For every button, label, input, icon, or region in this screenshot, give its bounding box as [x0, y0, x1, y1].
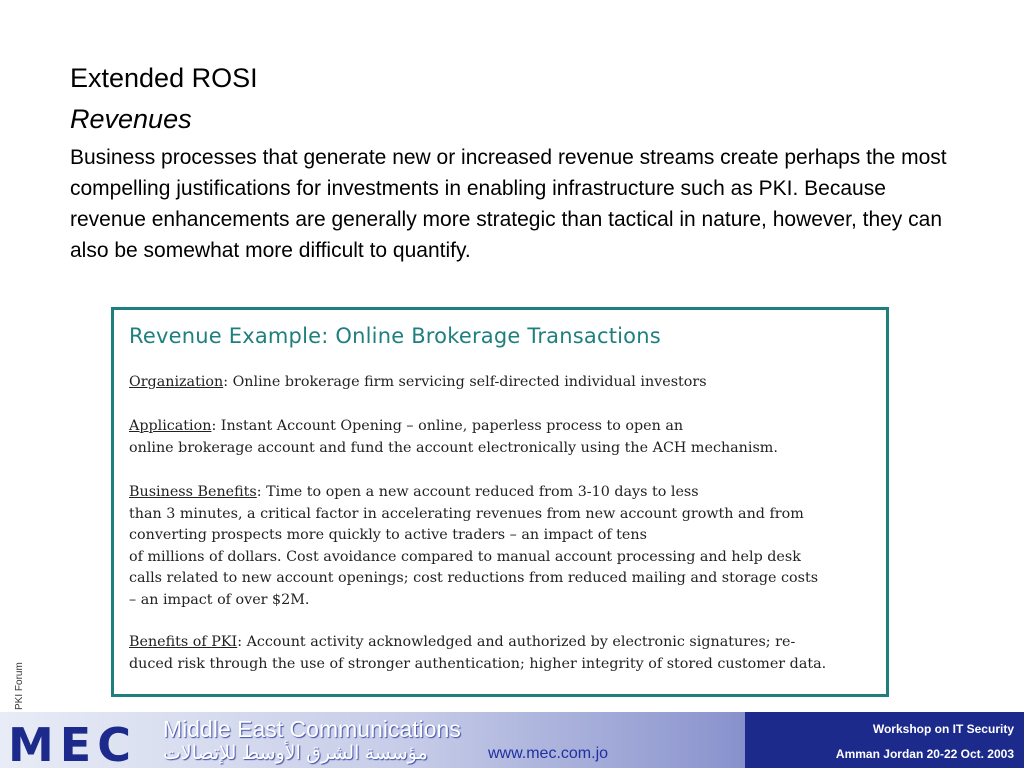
- business-benefits-text-line: calls related to new account openings; cost reductions from reduced mailing and storage costs: [129, 570, 819, 586]
- business-benefits-text-line: than 3 minutes, a critical factor in accelerating revenues from new account growth and from: [129, 505, 804, 522]
- organization-label: Organization: [129, 374, 224, 390]
- mec-logo: MEC: [8, 718, 137, 768]
- footer: [0, 712, 1024, 768]
- application-label: Application: [129, 418, 212, 434]
- business-benefits-section: [129, 482, 877, 611]
- benefits-of-pki-label: Benefits of PKI: [129, 634, 238, 650]
- side-label: PKI Forum: [14, 662, 25, 710]
- slide-subtitle: Revenues: [70, 104, 192, 134]
- slide-title: Extended ROSI: [70, 63, 258, 93]
- business-benefits-text-line: – an impact of over $2M.: [129, 591, 310, 608]
- benefits-of-pki-text: : Account activity acknowledged and authorized by electronic signatures; re-: [237, 634, 796, 650]
- organization-text: : Online brokerage firm servicing self-directed individual investors: [223, 374, 707, 390]
- website-link[interactable]: www.mec.com.jo: [488, 745, 609, 762]
- business-benefits-text: : Time to open a new account reduced from 3-10 days to less: [256, 484, 699, 500]
- application-section: [129, 416, 877, 459]
- benefits-of-pki-section: [129, 632, 877, 675]
- business-benefits-label: Business Benefits: [129, 484, 257, 500]
- organization-section: [129, 372, 877, 394]
- slide-body: Business processes that generate new or increased revenue streams create perhaps the most compelling justifications for investments in enabling infrastructure such as PKI. Because revenue enhancements are generally more strategic than tactical in nature, however, they can also be somewhat more difficult to quantify.: [70, 146, 947, 262]
- company-name-arabic: مؤسسة الشرق الأوسط للإتصالات: [163, 743, 428, 764]
- benefits-of-pki-text-line: duced risk through the use of stronger authentication; higher integrity of stored customer data.: [129, 655, 827, 672]
- example-title: Revenue Example: Online Brokerage Transactions: [129, 324, 661, 348]
- event-date: Amman Jordan 20-22 Oct. 2003: [835, 747, 1014, 761]
- event-info-box: [745, 712, 1024, 768]
- revenue-example-box: [111, 307, 889, 697]
- business-benefits-text-line: of millions of dollars. Cost avoidance compared to manual account processing and help desk: [129, 548, 801, 565]
- business-benefits-text-line: converting prospects more quickly to active traders – an impact of tens: [129, 527, 647, 543]
- application-text-line: online brokerage account and fund the account electronically using the ACH mechanism.: [129, 439, 778, 456]
- event-title: Workshop on IT Security: [872, 722, 1014, 736]
- application-text: : Instant Account Opening – online, paperless process to open an: [211, 418, 684, 434]
- company-name: Middle East Communications: [163, 716, 461, 742]
